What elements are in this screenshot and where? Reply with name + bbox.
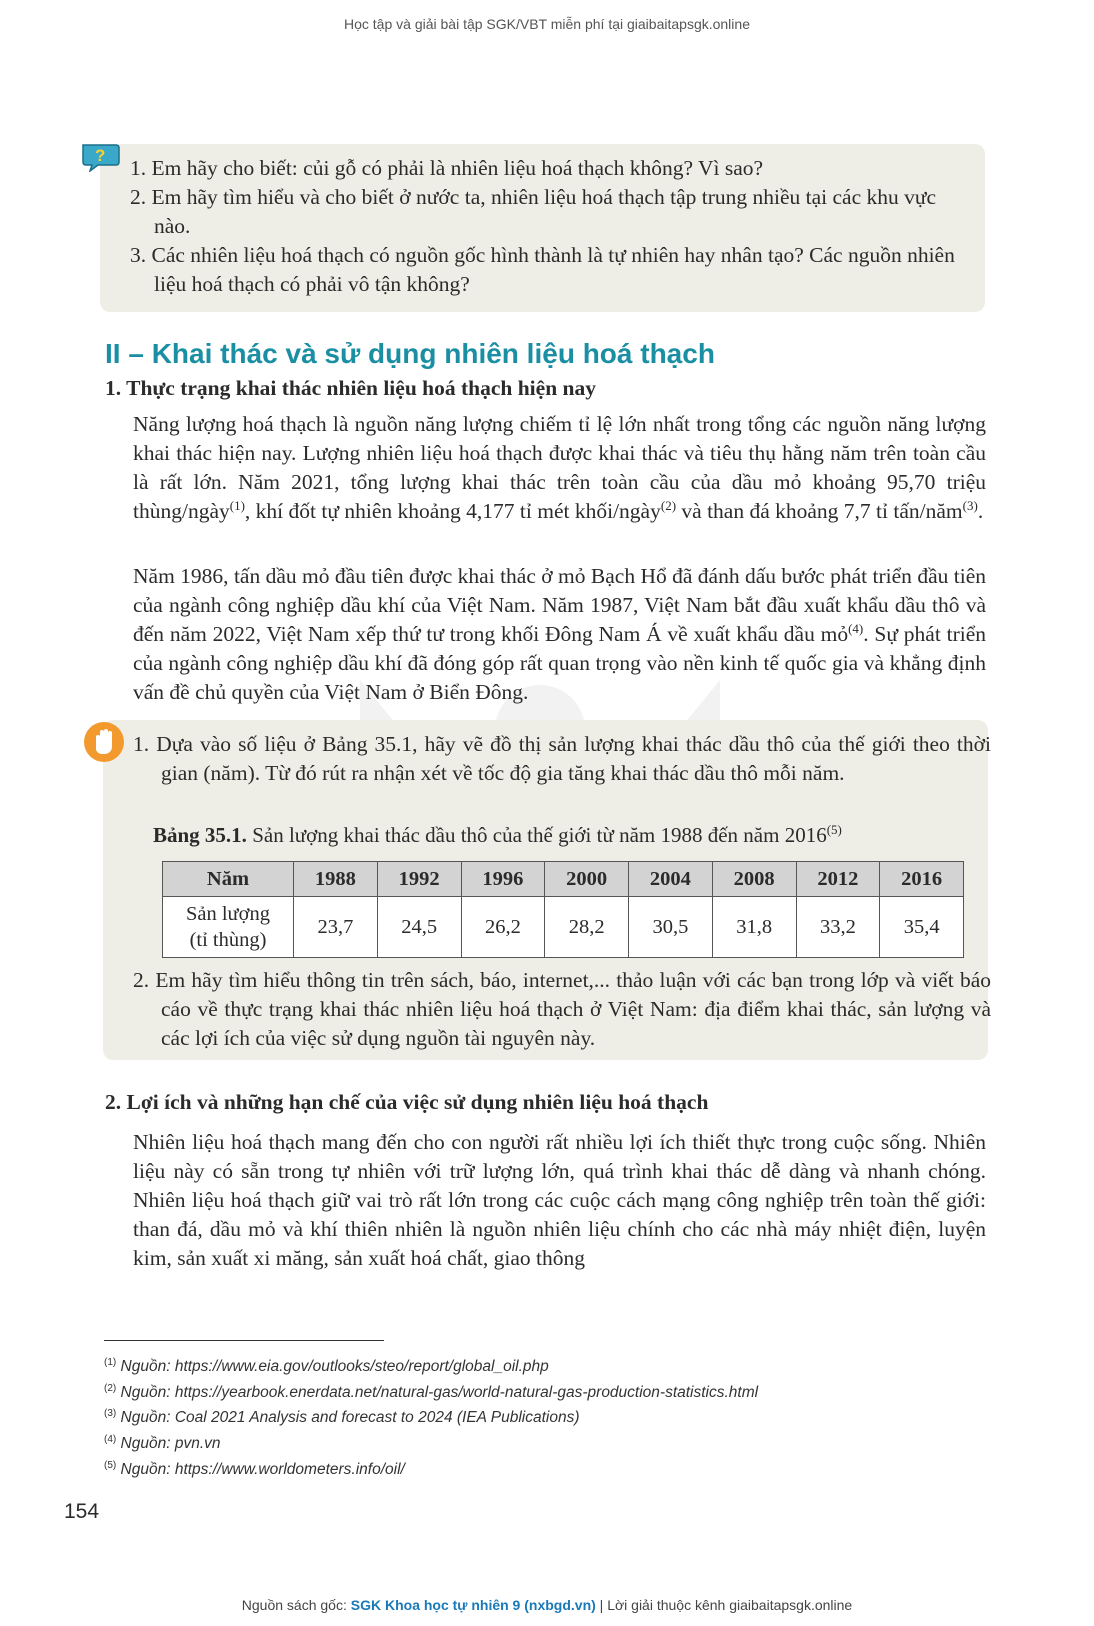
table-header-cell: 2004	[629, 862, 713, 897]
paragraph-3: Nhiên liệu hoá thạch mang đến cho con người rất nhiều lợi ích thiết thực trong cuộc sống. Nhiên liệu này có sẵn trong tự nhiên với trữ lượng lớn, quá trình khai thác dễ dàng và nhanh chóng. Nhiên liệu hoá thạch giữ vai trò rất lớn trong các cuộc cách mạng công nghiệp trên toàn thế giới: than đá, dầu mỏ và khí thiên nhiên là nguồn nhiên liệu chính cho các nhà máy nhiệt điện, luyện kim, sản xuất xi măng, sản xuất hoá chất, giao thông	[133, 1130, 986, 1270]
subsection-title-1: 1. Thực trạng khai thác nhiên liệu hoá thạch hiện nay	[105, 376, 596, 400]
footnote-mark: (1)	[104, 1357, 117, 1368]
paragraph-1	[133, 410, 986, 526]
footnote-text: Nguồn: pvn.vn	[116, 1435, 221, 1453]
footnote	[104, 1352, 758, 1378]
footnote-text: Nguồn: https://www.eia.gov/outlooks/steo/report/global_oil.php	[116, 1358, 549, 1376]
question-item: 2. Em hãy tìm hiểu và cho biết ở nước ta, nhiên liệu hoá thạch tập trung nhiều tại các khu vực nào.	[130, 185, 937, 238]
table-header-cell: 2012	[796, 862, 880, 897]
table-cell: 28,2	[545, 897, 629, 958]
page-number: 154	[64, 1500, 100, 1523]
footer-suffix: | Lời giải thuộc kênh giaibaitapsgk.online	[595, 1597, 853, 1613]
table-header-row	[163, 862, 964, 897]
paragraph-text: và than đá khoảng 7,7 tỉ tấn/năm	[676, 499, 963, 523]
footnote-mark: (5)	[104, 1459, 117, 1471]
footnote-ref: (1)	[229, 497, 245, 513]
footnote	[104, 1429, 758, 1455]
footnote	[104, 1403, 758, 1429]
table-cell: 31,8	[712, 897, 796, 958]
footnote-ref: (4)	[848, 620, 864, 636]
table-caption-text: Sản lượng khai thác dầu thô của thế giới từ năm 1988 đến năm 2016	[246, 823, 827, 847]
table-header-cell: 1988	[294, 862, 378, 897]
footnote-divider	[104, 1340, 384, 1341]
section-title: II – Khai thác và sử dụng nhiên liệu hoá thạch	[105, 338, 715, 369]
table-row-label	[163, 897, 294, 958]
question-item: 1. Em hãy cho biết: củi gỗ có phải là nhiên liệu hoá thạch không? Vì sao?	[130, 156, 764, 180]
footer-prefix: Nguồn sách gốc:	[241, 1597, 351, 1613]
table-row-label-line: Sản lượng	[185, 903, 271, 925]
footnote-text: Nguồn: https://www.worldometers.info/oil/	[116, 1460, 405, 1478]
header-note: Học tập và giải bài tập SGK/VBT miễn phí tại giaibaitapsgk.online	[344, 16, 750, 32]
activity-item-2: 2. Em hãy tìm hiểu thông tin trên sách, báo, internet,... thảo luận với các bạn trong lớp và viết báo cáo về thực trạng khai thác nhiên liệu hoá thạch ở Việt Nam: địa điểm khai thác, sản lượng và các lợi ích của việc sử dụng nguồn tài nguyên này.	[133, 968, 991, 1050]
table-header-cell: 1992	[377, 862, 461, 897]
hand-icon	[82, 720, 126, 764]
table-cell: 26,2	[461, 897, 545, 958]
table-header-cell: 2000	[545, 862, 629, 897]
table-row-label-line: (tỉ thùng)	[189, 929, 267, 951]
footnote	[104, 1455, 758, 1481]
footnote-ref: (3)	[962, 497, 978, 513]
oil-production-table	[162, 861, 964, 958]
table-caption	[153, 822, 842, 848]
table-cell: 30,5	[629, 897, 713, 958]
activity-item-1: 1. Dựa vào số liệu ở Bảng 35.1, hãy vẽ đồ thị sản lượng khai thác dầu thô của thế giới theo thời gian (năm). Từ đó rút ra nhận xét về tốc độ gia tăng khai thác dầu thô mỗi năm.	[133, 732, 991, 785]
table-header-cell: 2008	[712, 862, 796, 897]
footnote-mark: (3)	[104, 1408, 117, 1420]
paragraph-text: . Sự phát triển của ngành công nghiệp dầu khí đã đóng góp rất quan trọng vào nền kinh tế quốc gia và khẳng định vấn đề chủ quyền của Việt Nam ở Biển Đông.	[133, 622, 986, 704]
footnote-ref: (2)	[660, 497, 677, 513]
paragraph-text: , khí đốt tự nhiên khoảng 4,177 tỉ mét khối/ngày	[244, 499, 661, 523]
svg-text:?: ?	[95, 146, 106, 165]
question-item: 3. Các nhiên liệu hoá thạch có nguồn gốc hình thành là tự nhiên hay nhân tạo? Các nguồn nhiên liệu hoá thạch có phải vô tận không?	[130, 243, 955, 296]
table-cell: 35,4	[880, 897, 964, 958]
footnote	[104, 1378, 758, 1404]
footnotes	[104, 1352, 758, 1480]
footer-note	[0, 1597, 1094, 1613]
paragraph-text: .	[977, 499, 984, 523]
table-cell: 23,7	[294, 897, 378, 958]
footer-source-link[interactable]: SGK Khoa học tự nhiên 9 (nxbgd.vn)	[350, 1597, 596, 1613]
table-cell: 24,5	[377, 897, 461, 958]
footnote-ref: (5)	[826, 822, 842, 837]
question-bubble-icon	[80, 142, 122, 172]
table-caption-label: Bảng 35.1.	[153, 823, 247, 847]
footnote-text: Nguồn: Coal 2021 Analysis and forecast to 2024 (IEA Publications)	[116, 1409, 580, 1427]
footnote-mark: (4)	[104, 1433, 117, 1445]
table-cell: 33,2	[796, 897, 880, 958]
question-list	[130, 154, 970, 299]
table-header-cell: Năm	[163, 862, 294, 897]
table-header-cell: 2016	[880, 862, 964, 897]
footnote-mark: (2)	[104, 1382, 117, 1394]
paragraph-text: Năm 1986, tấn dầu mỏ đầu tiên được khai thác ở mỏ Bạch Hổ đã đánh dấu bước phát triển đầu tiên của ngành công nghiệp dầu khí của Việt Nam. Năm 1987, Việt Nam bắt đầu xuất khẩu dầu thô và đến năm 2022, Việt Nam xếp thứ tư trong khối Đông Nam Á về xuất khẩu dầu mỏ	[133, 564, 986, 646]
table-row	[163, 897, 964, 958]
subsection-title-2: 2. Lợi ích và những hạn chế của việc sử dụng nhiên liệu hoá thạch	[105, 1090, 709, 1114]
table-header-cell: 1996	[461, 862, 545, 897]
footnote-text: Nguồn: https://yearbook.enerdata.net/natural-gas/world-natural-gas-production-statistics.html	[116, 1383, 759, 1401]
paragraph-text: Năng lượng hoá thạch là nguồn năng lượng chiếm tỉ lệ lớn nhất trong tổng các nguồn năng lượng khai thác hiện nay. Lượng nhiên liệu hoá thạch được khai thác và tiêu thụ hằng năm trên toàn cầu là rất lớn. Năm 2021, tổng lượng khai thác trên toàn cầu của dầu mỏ khoảng 95,70 triệu thùng/ngày	[133, 412, 986, 523]
